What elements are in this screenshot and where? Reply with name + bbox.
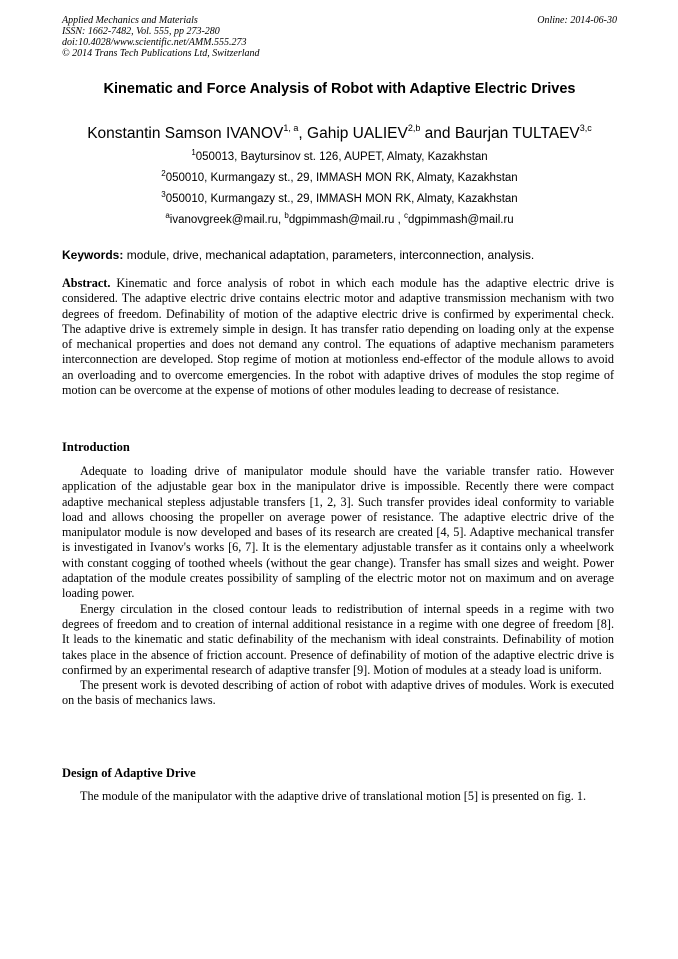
author-name: Konstantin Samson IVANOV — [87, 125, 284, 142]
affiliation-text: 050010, Kurmangazy st., 29, IMMASH MON RK, Almaty, Kazakhstan — [165, 172, 518, 184]
online-date: Online: 2014-06-30 — [537, 15, 617, 26]
design-body — [62, 789, 614, 804]
email-b[interactable]: dgpimmash@mail.ru — [288, 214, 395, 226]
affiliation-text: 050010, Kurmangazy st., 29, IMMASH MON RK, Almaty, Kazakhstan — [165, 193, 518, 205]
affiliation-3 — [62, 192, 617, 206]
journal-copyright: © 2014 Trans Tech Publications Ltd, Switzerland — [62, 48, 260, 59]
author-name: Gahip UALIEV — [307, 125, 408, 142]
paragraph: Energy circulation in the closed contour leads to redistribution of internal speeds in a regime with two degrees of freedom and to creation of internal additional resistance in a regime with one degree of freedom [8]. It leads to the kinematic and static definability of the mechanism with ideal constraints. Definability of motion takes place in the absence of friction account. Presence of definability of motion of the adaptive electric drive is confirmed by an experimental research of adaptive transfer [9]. Motion of modules at a steady load is uniform. — [62, 601, 614, 677]
email-c[interactable]: dgpimmash@mail.ru — [408, 214, 514, 226]
introduction-heading: Introduction — [62, 440, 130, 454]
keywords — [62, 248, 617, 263]
journal-issn: ISSN: 1662-7482, Vol. 555, pp 273-280 — [62, 26, 220, 37]
journal-header — [62, 15, 617, 59]
abstract-text: Kinematic and force analysis of robot in which each module has the adaptive electric drive is considered. The adaptive electric drive contains electric motor and adaptive transmission mechanism with two degrees of freedom. Definability of motion of the adaptive electric drive is confirmed by experimental check. The adaptive drive is extremely simple in design. It has transfer ratio depending on loading only at the expense of mechanical properties and does not demand any control. The equations of adaptive mechanism parameters interconnection are developed. Stop regime of motion at motionless end-effector of the module allows to avoid an overloading and to overcome emergencies. In the robot with adaptive drives of modules the stop regime of motion can be overcome at the expense of motions of other modules leading to decrease of resistance. — [62, 276, 614, 398]
affiliation-sup: 1 — [191, 148, 196, 157]
email-separator: , — [277, 214, 285, 226]
author-sup: 2,b — [407, 123, 421, 133]
affiliation-1 — [62, 150, 617, 164]
affiliation-2 — [62, 171, 617, 185]
email-a[interactable]: ivanovgreek@mail.ru — [169, 214, 278, 226]
affiliation-sup: 3 — [161, 190, 166, 199]
author-sup: 1, a — [283, 123, 299, 133]
affiliation-text: 050013, Baytursinov st. 126, AUPET, Almaty, Kazakhstan — [195, 151, 488, 163]
email-separator: , — [394, 214, 405, 226]
author-separator: , — [298, 125, 308, 142]
introduction-body — [62, 464, 614, 709]
paragraph: The present work is devoted describing of action of robot with adaptive drives of modules. Work is executed on the basis of mechanics laws. — [62, 678, 614, 708]
author-name: Baurjan TULTAEV — [454, 125, 580, 142]
email-sup: a — [165, 211, 170, 220]
abstract — [62, 276, 614, 398]
paragraph: The module of the manipulator with the adaptive drive of translational motion [5] is presented on fig. 1. — [80, 789, 586, 803]
journal-doi: doi:10.4028/www.scientific.net/AMM.555.273 — [62, 37, 247, 48]
author-list — [62, 124, 617, 144]
keywords-label: Keywords: — [62, 248, 124, 262]
keywords-text: module, drive, mechanical adaptation, parameters, interconnection, analysis. — [123, 248, 535, 262]
email-sup: b — [284, 211, 289, 220]
email-sup: c — [404, 211, 409, 220]
journal-name: Applied Mechanics and Materials — [62, 15, 198, 26]
email-list — [62, 213, 617, 227]
paragraph: Adequate to loading drive of manipulator module should have the variable transfer ratio. However application of the adjustable gear box in the manipulator drive is impossible. Recently there were compact adaptive mechanical stepless adjustable transfers [1, 2, 3]. Such transfer provides ideal conformity to variable load and allows choosing the propeller on average power of resistance. The adaptive electric drive of the manipulator module is now developed and bases of its research are created [4, 5]. Adaptive mechanical transfer is investigated in Ivanov's works [6, 7]. It is the elementary adjustable transfer as it contains only a wheelwork with constant cogging of toothed wheels (without the gear change). Transfer has small sizes and weight. Power adaptation of the module creates possibility of sampling of the electric motor not on maximum and on average loading power. — [62, 464, 614, 601]
author-sup: 3,c — [579, 123, 592, 133]
paper-title: Kinematic and Force Analysis of Robot with Adaptive Electric Drives — [103, 81, 576, 97]
design-heading: Design of Adaptive Drive — [62, 766, 196, 780]
affiliation-sup: 2 — [161, 169, 166, 178]
abstract-label: Abstract. — [62, 276, 111, 290]
author-separator: and — [420, 125, 455, 142]
